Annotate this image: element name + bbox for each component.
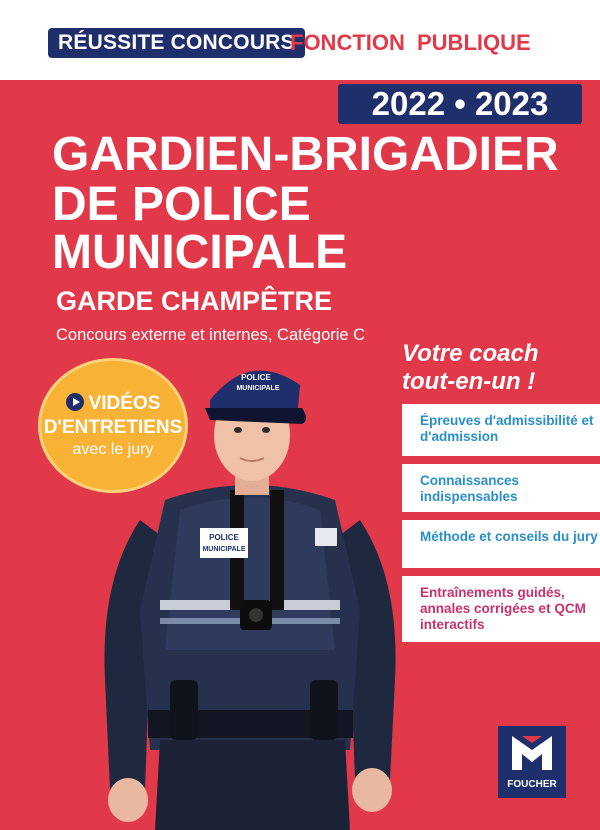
category-text: Concours externe et internes, Catégorie C <box>56 326 366 344</box>
feature-text-2: Connaissances indispensables <box>420 473 520 504</box>
publisher-logo <box>498 726 566 798</box>
title-line-2: DE POLICE <box>52 178 311 231</box>
svg-text:POLICE: POLICE <box>241 373 271 382</box>
video-badge-line-2: D'ENTRETIENS <box>43 417 183 438</box>
video-label: VIDÉOS <box>88 393 161 414</box>
feature-panel-3 <box>398 520 600 568</box>
video-badge-line-1 <box>41 393 185 415</box>
svg-text:POLICE: POLICE <box>209 533 239 542</box>
series-badge: RÉUSSITE CONCOURS <box>48 28 305 58</box>
title-line-3: MUNICIPALE <box>52 226 348 279</box>
feature-panel-1 <box>398 404 600 456</box>
series-topic: FONCTION PUBLIQUE <box>290 30 531 55</box>
coach-heading <box>402 340 539 396</box>
publisher-name: FOUCHER <box>507 779 557 790</box>
feature-panel-4 <box>398 576 600 642</box>
coach-line-1: Votre coach <box>402 340 539 367</box>
svg-text:MUNICIPALE: MUNICIPALE <box>202 546 246 553</box>
publisher-mark-icon <box>512 736 552 770</box>
feature-text-4: Entraînements guidés, annales corrigées et QCM interactifs <box>420 585 586 632</box>
svg-text:MUNICIPALE: MUNICIPALE <box>236 385 280 392</box>
video-badge <box>38 358 188 493</box>
subtitle: GARDE CHAMPÊTRE <box>56 286 333 316</box>
coach-line-2: tout-en-un ! <box>402 368 536 395</box>
feature-text-1: Épreuves d'admissibilité et d'admission <box>420 413 594 444</box>
play-icon <box>66 393 84 411</box>
feature-text-3: Méthode et conseils du jury <box>420 529 598 544</box>
feature-panel-2 <box>398 464 600 512</box>
title-line-1: GARDIEN-BRIGADIER <box>52 128 559 181</box>
video-badge-line-3: avec le jury <box>72 441 154 458</box>
year-badge: 2022 • 2023 <box>338 84 582 124</box>
